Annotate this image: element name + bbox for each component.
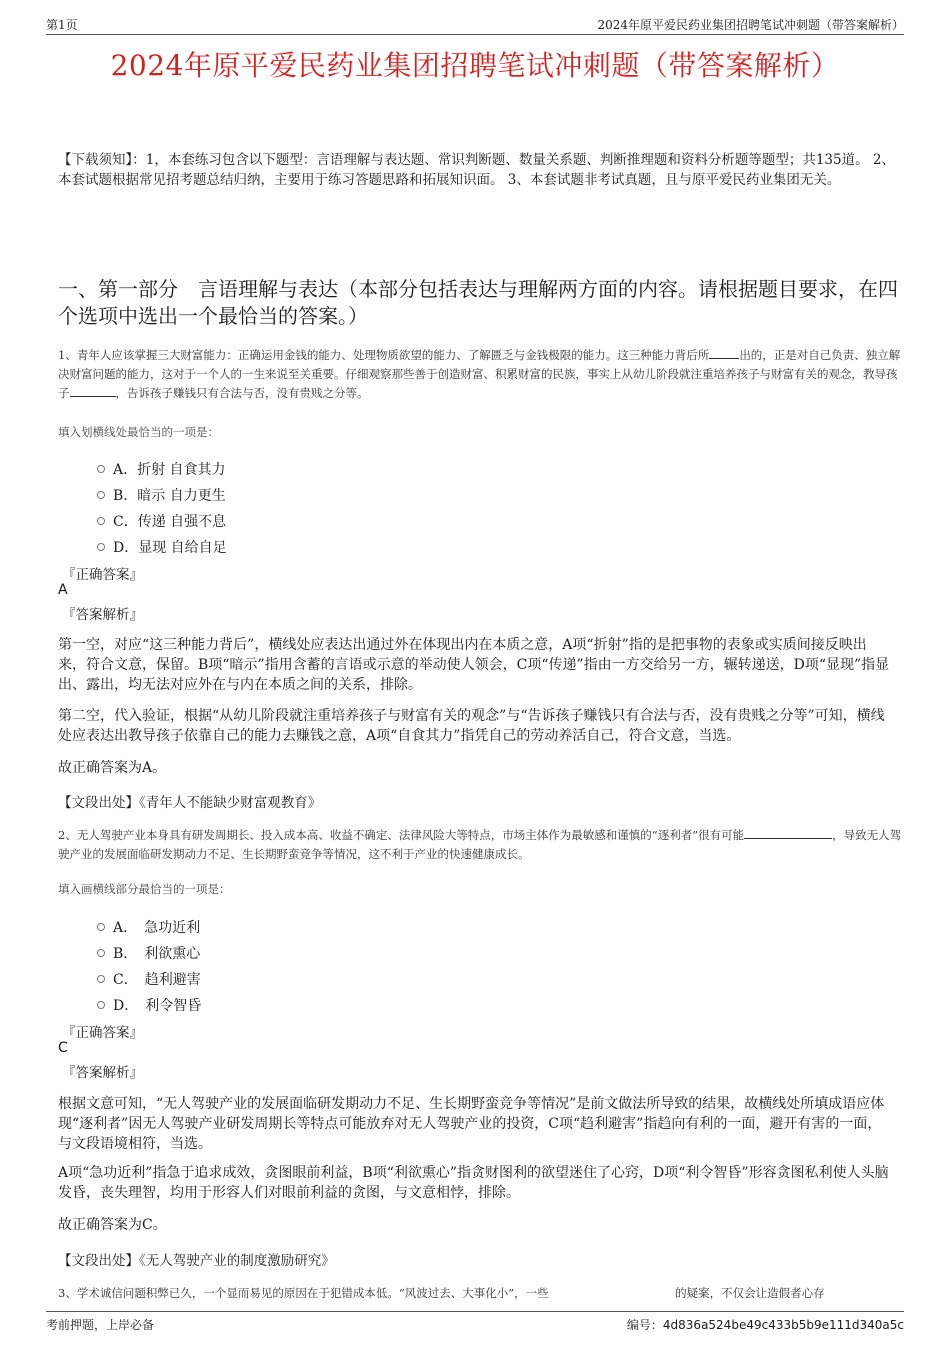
analysis-paragraph: 第一空，对应“这三种能力背后”，横线处应表达出通过外在体现出内在本质之意，A项“折射”指的是把事物的表象或实质间接反映出来，符合文意，保留。B项“暗示”指用含蓄的言语或示意的举动使人领会，C项“传递”指由一方交给另一方，辗转递送，D项“显现”指显出、露出，均无法对应外在与内在本质之间的关系，排除。 [58, 637, 890, 693]
analysis-paragraph: 第二空，代入验证，根据“从幼儿阶段就注重培养孩子与财富有关的观念”与“告诉孩子赚钱只有合法与否，没有贵贱之分等”可知，横线处应表达出教导孩子依靠自己的能力去赚钱之意，A项“自食其力”指凭自己的劳动养活自己，符合文意，当选。 [58, 708, 885, 744]
option-label: D． 利令智昏 [113, 998, 202, 1014]
footer-slogan: 考前押题，上岸必备 [46, 1318, 155, 1332]
footer-id-value: 4d836a524be49c433b5b9e111d340a5c [662, 1318, 904, 1332]
blank-line [744, 826, 832, 839]
radio-icon[interactable] [97, 543, 105, 551]
option-b[interactable] [97, 482, 227, 508]
option-label: C． 趋利避害 [113, 972, 201, 988]
source-citation: 【文段出处】《无人驾驶产业的制度激励研究》 [58, 1253, 335, 1269]
footer-id-label: 编号： [626, 1318, 663, 1332]
q1-stem-part-a: 1、青年人应该掌握三大财富能力：正确运用金钱的能力、处理物质欲望的能力、了解匮乏与金钱极限的能力。这三种能力背后所 [58, 348, 710, 362]
analysis-conclusion: 故正确答案为A。 [58, 760, 167, 776]
option-d[interactable] [97, 534, 227, 560]
option-c[interactable] [97, 508, 227, 534]
blank-line [70, 384, 116, 397]
header-doc-title: 2024年原平爱民药业集团招聘笔试冲刺题（带答案解析） [597, 18, 904, 32]
analysis-conclusion: 故正确答案为C。 [58, 1217, 167, 1233]
page-title: 2024年原平爱民药业集团招聘笔试冲刺题（带答案解析） [110, 49, 840, 82]
correct-answer-label: 『正确答案』 [62, 1025, 143, 1041]
source-citation: 【文段出处】《青年人不能缺少财富观教育》 [58, 795, 322, 811]
q2-stem-part-b: ，导致无人驾驶产业的发展面临研发期动力不足、生长期野蛮竞争等情况，这不利于产业的快速健康成长。 [58, 828, 902, 861]
question-1-options [97, 456, 227, 560]
analysis-paragraph: A项“急功近利”指急于追求成效，贪图眼前利益，B项“利欲熏心”指贪财图利的欲望迷住了心窍，D项“利令智昏”形容贪图私利使人头脑发昏，丧失理智，均用于形容人们对眼前利益的贪图，与文意相悖，排除。 [58, 1165, 889, 1201]
radio-icon[interactable] [97, 975, 105, 983]
question-1-stem [58, 346, 903, 403]
analysis-paragraph: 根据文意可知，“无人驾驶产业的发展面临研发期动力不足、生长期野蛮竞争等情况”是前文做法所导致的结果，故横线处所填成语应体现“逐利者”因无人驾驶产业研发周期长等特点可能放弃对无人驾驶产业的投资，C项“趋利避害”指趋向有利的一面，避开有害的一面，与文段语境相符，当选。 [58, 1096, 885, 1152]
page-number: 第1页 [46, 18, 78, 32]
option-c[interactable] [97, 966, 201, 992]
correct-answer-value: C [58, 1040, 68, 1056]
q1-stem-part-c: ，告诉孩子赚钱只有合法与否，没有贵贱之分等。 [115, 386, 369, 400]
radio-icon[interactable] [97, 465, 105, 473]
question-2-stem [58, 826, 903, 864]
option-label: C．传递 自强不息 [113, 514, 227, 530]
option-d[interactable] [97, 992, 201, 1018]
download-notice: 【下载须知】：1，本套练习包含以下题型：言语理解与表达题、常识判断题、数量关系题、判断推理题和资料分析题等题型；共135道。 2、本套试题根据常见招考题总结归纳，主要用于练习答题思路和拓展知识面。 3、本套试题非考试真题，且与原平爱民药业集团无关。 [58, 152, 895, 188]
analysis-label: 『答案解析』 [62, 1065, 143, 1081]
radio-icon[interactable] [97, 949, 105, 957]
page-header [46, 14, 904, 35]
radio-icon[interactable] [97, 923, 105, 931]
radio-icon[interactable] [97, 491, 105, 499]
option-label: D．显现 自给自足 [113, 540, 227, 556]
option-label: B．暗示 自力更生 [113, 488, 226, 504]
option-label: A．折射 自食其力 [113, 462, 226, 478]
analysis-label: 『答案解析』 [62, 607, 143, 623]
question-2-options [97, 914, 201, 1018]
correct-answer-value: A [58, 582, 68, 598]
option-a[interactable] [97, 456, 227, 482]
question-1-prompt: 填入划横线处最恰当的一项是： [58, 425, 219, 439]
radio-icon[interactable] [97, 517, 105, 525]
radio-icon[interactable] [97, 1001, 105, 1009]
option-b[interactable] [97, 940, 201, 966]
section-heading: 一、第一部分 言语理解与表达（本部分包括表达与理解两方面的内容。请根据题目要求，在四个选项中选出一个最恰当的答案。） [58, 277, 898, 328]
footer-id [627, 1316, 904, 1333]
question-3-stem: 3、学术诚信问题积弊已久，一个显而易见的原因在于犯错成本低。“风波过去、大事化小”，一些 的疑案，不仅会让造假者心存 [58, 1286, 825, 1300]
option-label: A． 急功近利 [113, 920, 201, 936]
option-label: B． 利欲熏心 [113, 946, 201, 962]
option-a[interactable] [97, 914, 201, 940]
correct-answer-label: 『正确答案』 [62, 567, 143, 583]
q1-stem-part-b: 出的，正是对自己负责、独立解决财富问题的能力，这对于一个人的一生来说至关重要。仔细观察那些善于创造财富、积累财富的民族，事实上从幼儿阶段就注重培养孩子与财富有关的观念，教导孩子 [58, 348, 901, 400]
question-2-prompt: 填入画横线部分最恰当的一项是： [58, 882, 231, 896]
blank-line [709, 346, 739, 359]
page-footer [46, 1311, 904, 1334]
q2-stem-part-a: 2、无人驾驶产业本身具有研发周期长、投入成本高、收益不确定、法律风险大等特点，市场主体作为最敏感和谨慎的“逐利者”很有可能 [58, 828, 745, 842]
